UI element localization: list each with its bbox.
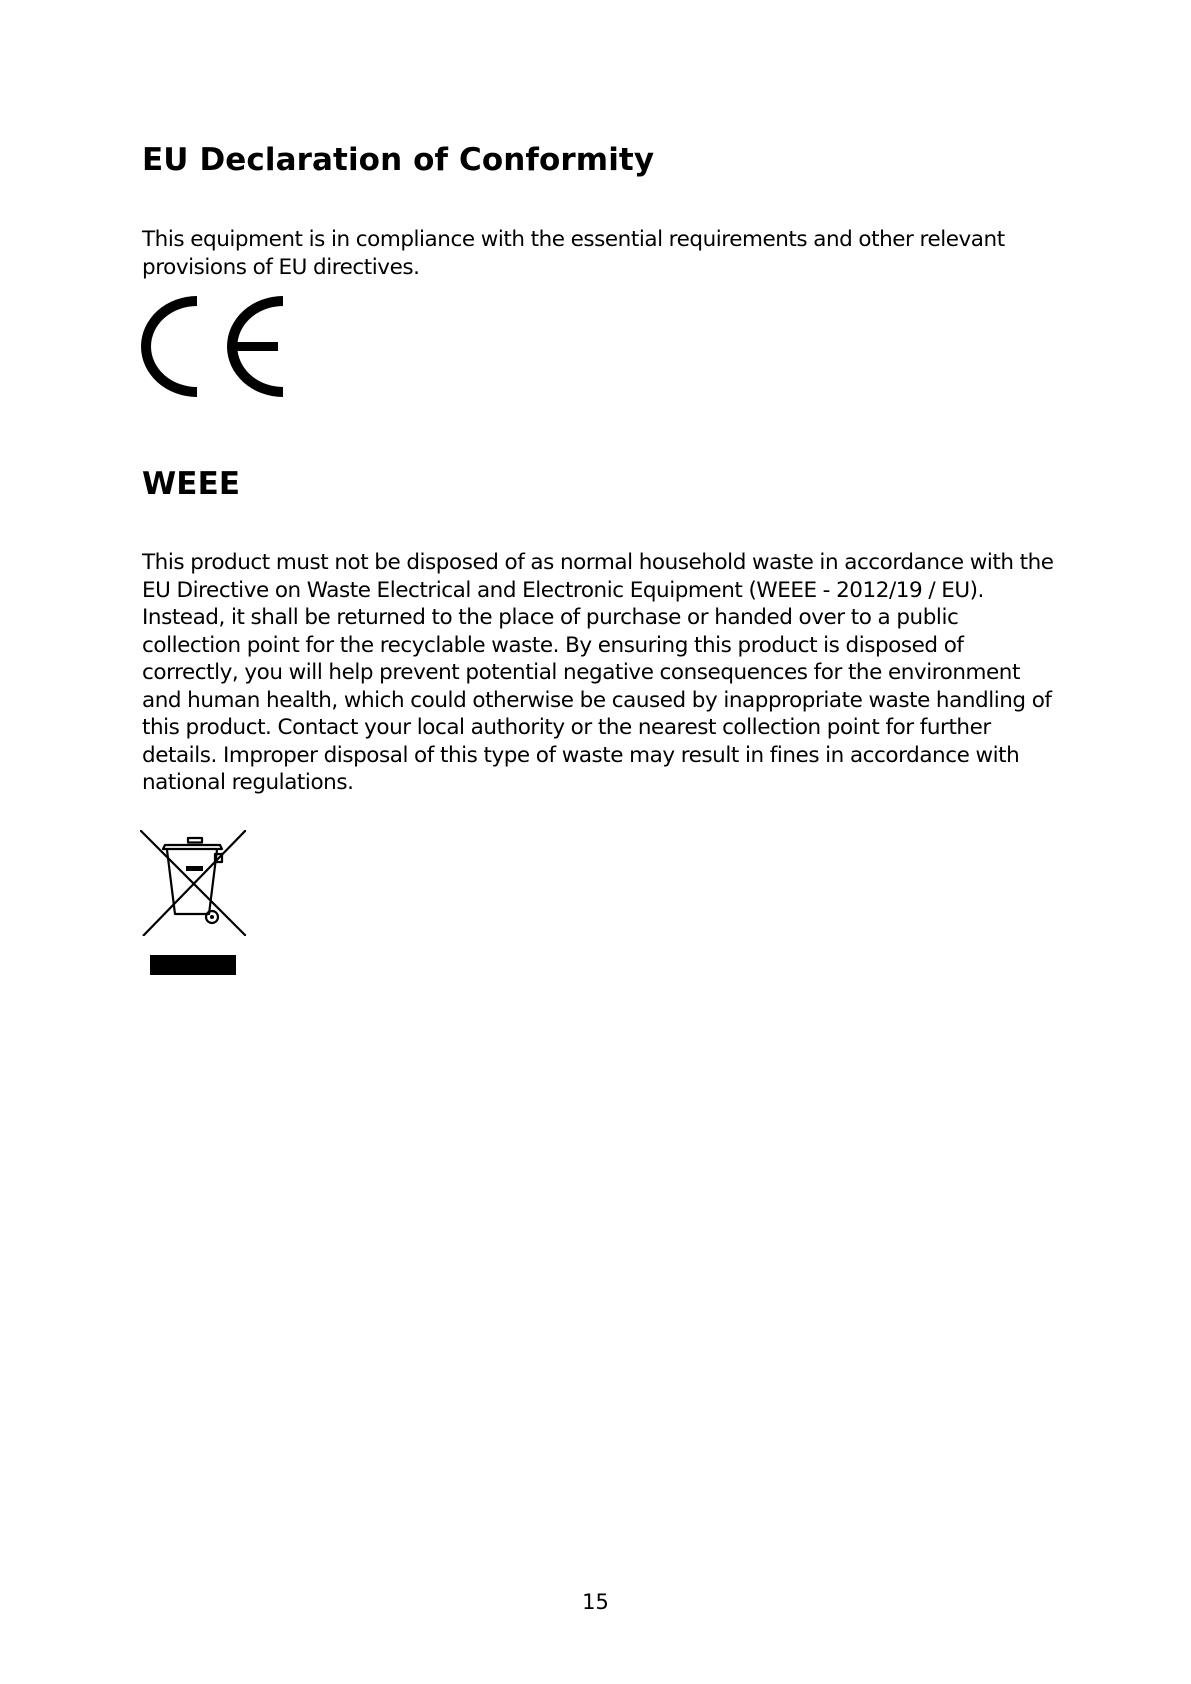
- bin-lid-handle: [188, 838, 202, 843]
- bin-wheel-hub: [210, 915, 214, 919]
- section-heading-eu-declaration: EU Declaration of Conformity: [142, 142, 655, 178]
- ce-mark-c: [141, 296, 197, 397]
- ce-mark-icon: [141, 296, 283, 397]
- bin-label-bar: [186, 866, 203, 871]
- section-body-eu-declaration: This equipment is in compliance with the essential requirements and other relevant provisions of EU directives.: [142, 227, 1005, 280]
- section-heading-weee: WEEE: [142, 466, 241, 502]
- page-number: 15: [582, 1590, 609, 1614]
- ce-mark-e: [227, 296, 283, 397]
- section-body-weee: This product must not be disposed of as normal household waste in accordance with the EU Directive on Waste Electrical and Electronic Equipment (WEEE - 2012/19 / EU). Instead, it shall be returned to the place of purchase or handed over to a public collection point for the recyclable waste. By ensuring this product is disposed of correctly, you will help prevent potential negative consequences for the environment and human health, which could otherwise be caused by inappropriate waste handling of this product. Contact your local authority or the nearest collection point for further details. Improper disposal of this type of waste may result in fines in accordance with national regulations.: [142, 550, 1054, 795]
- weee-underline-bar: [150, 955, 236, 975]
- crossed-out-wheelie-bin-icon: [140, 830, 246, 936]
- bin-lid: [163, 845, 222, 849]
